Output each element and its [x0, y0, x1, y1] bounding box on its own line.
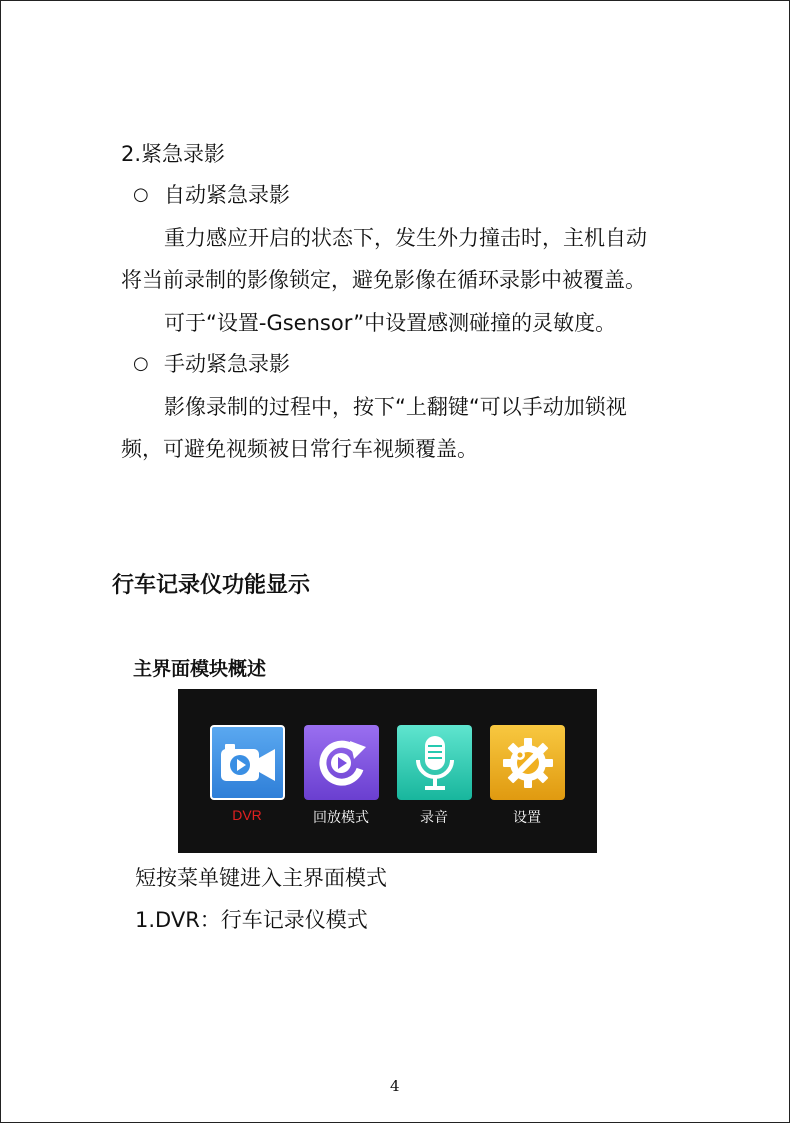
section-heading: 2.紧急录影 [121, 142, 226, 166]
paragraph-line: 频，可避免视频被日常行车视频覆盖。 [121, 437, 478, 461]
paragraph-line: 重力感应开启的状态下，发生外力撞击时，主机自动 [164, 226, 647, 250]
gear-wrench-icon [500, 735, 556, 791]
microphone-icon [413, 734, 457, 792]
paragraph-line: 将当前录制的影像锁定，避免影像在循环录影中被覆盖。 [121, 268, 646, 292]
subsection-title-auto: 自动紧急录影 [164, 183, 290, 207]
main-menu-screenshot [178, 689, 597, 853]
subsection-heading: 主界面模块概述 [133, 658, 267, 680]
dvr-tile[interactable] [210, 725, 285, 800]
paragraph-line: 短按菜单键进入主界面模式 [135, 866, 387, 890]
subsection-title-manual: 手动紧急录影 [164, 352, 290, 376]
bullet-circle: ○ [133, 184, 149, 205]
record-tile[interactable] [397, 725, 472, 800]
chapter-title: 行车记录仪功能显示 [112, 573, 311, 598]
page-number: 4 [390, 1077, 400, 1095]
replay-icon [314, 735, 370, 791]
replay-tile[interactable] [304, 725, 379, 800]
paragraph-line: 1.DVR：行车记录仪模式 [135, 908, 368, 932]
settings-tile[interactable] [490, 725, 565, 800]
tile-label-replay: 回放模式 [313, 809, 369, 825]
paragraph-line: 可于“设置-Gsensor”中设置感测碰撞的灵敏度。 [164, 311, 617, 335]
tile-label-settings: 设置 [513, 809, 541, 825]
video-camera-icon [219, 740, 277, 786]
paragraph-line: 影像录制的过程中，按下“上翻键“可以手动加锁视 [164, 395, 627, 419]
tile-label-record: 录音 [420, 809, 448, 825]
bullet-circle: ○ [133, 353, 149, 374]
tile-label-dvr: DVR [232, 807, 262, 823]
